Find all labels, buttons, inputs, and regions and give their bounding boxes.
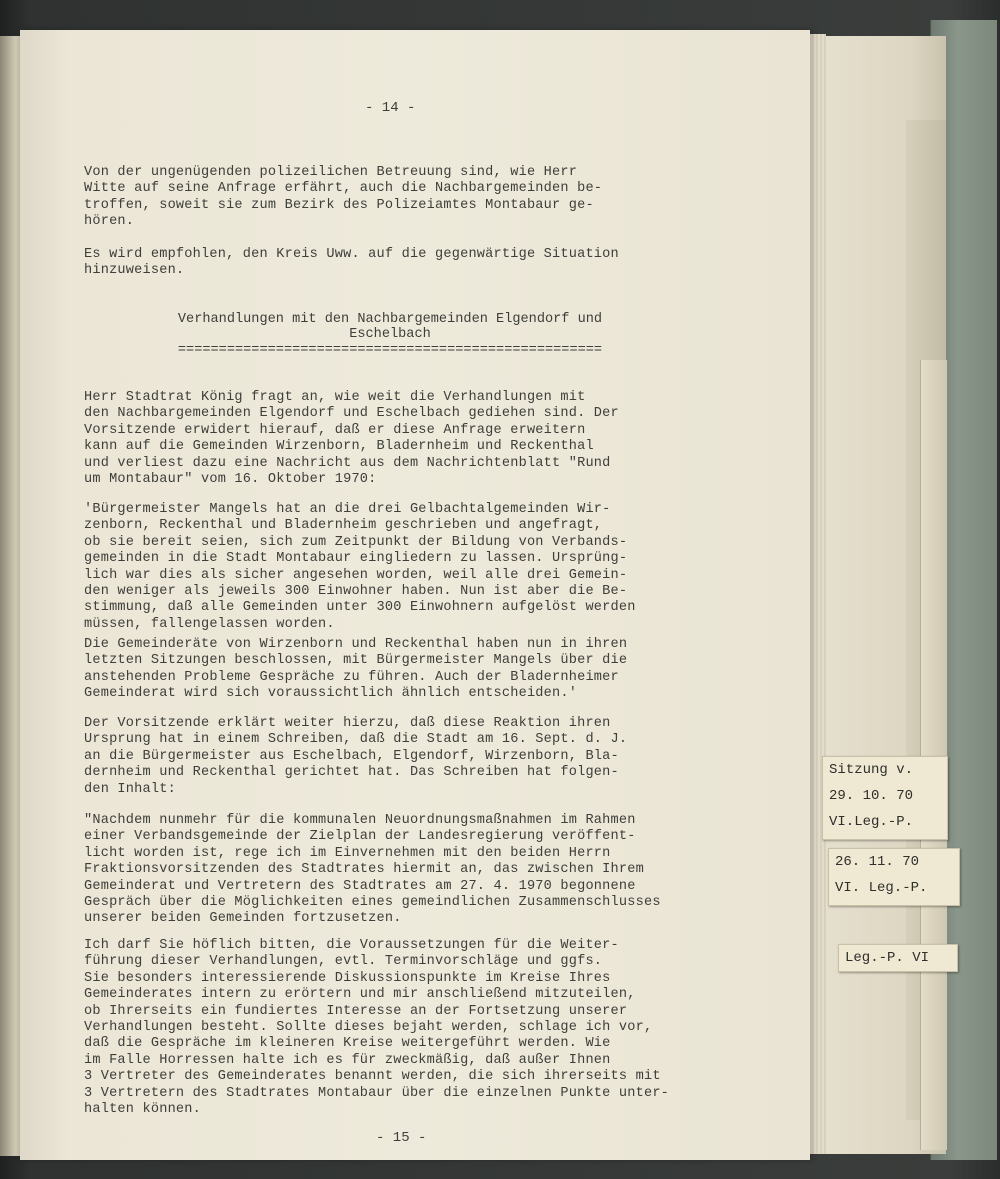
tab-1-line-2: 29. 10. 70 — [829, 788, 914, 804]
paragraph-letter-request: Ich darf Sie höflich bitten, die Voraussetzungen für die Weiter- führung dieser Verhandlungen, evtl. Terminvorschläge und ggfs. Sie besonders interessierende Diskussionspunkte im Kreise Ihres Gemeinderates intern zu erörtern und mir anschließend mitzuteilen, ob Ihrerseits ein fundiertes Interesse an der Fortsetzung unserer Verhandlungen besteht. Sollte dieses bejaht werden, schlage ich vor, daß die Gespräche im kleineren Kreise weitergeführt werden. Wie im Falle Horressen halte ich es für zweckmäßig, daß außer Ihnen 3 Vertreter des Gemeinderates benannt werden, die sich ihrerseits mit 3 Vertretern des Stadtrates Montabaur über die einzelnen Punkte unter- halten können. — [84, 938, 670, 1118]
tab-2-line-1: 26. 11. 70 — [835, 854, 920, 870]
page-number-top: - 14 - — [365, 100, 416, 116]
paragraph-police: Von der ungenügenden polizeilichen Betreuung sind, wie Herr Witte auf seine Anfrage erfährt, auch die Nachbargemeinden be- troffen, soweit sie zum Bezirk des Polizeiamtes Montabaur ge- hören. — [84, 165, 603, 230]
paragraph-koenig-question: Herr Stadtrat König fragt an, wie weit die Verhandlungen mit den Nachbargemeinden Elgendorf und Eschelbach gediehen sind. Der Vorsitzende erwidert hierauf, daß er diese Anfrage erweitern kann auf die Gemeinden Wirzenborn, Bladernheim und Reckenthal und verliest dazu eine Nachricht aus dem Nachrichtenblatt "Rund um Montabaur" vom 16. Oktober 1970: — [84, 390, 619, 488]
tab-1-line-1: Sitzung v. — [829, 762, 914, 778]
tab-3-line-1: Leg.-P. VI — [845, 950, 930, 966]
paragraph-quote-mangels: 'Bürgermeister Mangels hat an die drei Gelbachtalgemeinden Wir- zenborn, Reckenthal und Bladernheim geschrieben und angefragt, ob sie bereit seien, sich zum Zeitpunkt der Bildung von Verbands- gemeinden in die Stadt Montabaur eingliedern zu lassen. Ursprüng- lich war dies als sicher angesehen worden, weil alle drei Gemein- den weniger als jeweils 300 Einwohner haben. Nun ist aber die Be- stimmung, daß alle Gemeinden unter 300 Einwohnern aufgelöst werden müssen, fallengelassen worden. — [84, 502, 636, 632]
section-heading: Verhandlungen mit den Nachbargemeinden Elgendorf und Eschelbach — [177, 312, 603, 342]
index-tab-3 — [838, 944, 958, 972]
torn-page-edge — [920, 360, 947, 1150]
index-tab-1 — [822, 756, 948, 840]
heading-underline: ==================================================== — [177, 343, 603, 358]
page-number-bottom: - 15 - — [376, 1130, 427, 1146]
index-tab-2 — [828, 848, 960, 906]
paragraph-chairman-reply: Der Vorsitzende erklärt weiter hierzu, daß diese Reaktion ihren Ursprung hat in einem Schreiben, daß die Stadt am 16. Sept. d. J. an die Bürgermeister aus Eschelbach, Elgendorf, Wirzenborn, Bla- dernheim und Reckenthal gerichtet hat. Das Schreiben hat folgen- den Inhalt: — [84, 716, 628, 797]
paragraph-letter-intro: "Nachdem nunmehr für die kommunalen Neuordnungsmaßnahmen im Rahmen einer Verbandsgemeinde der Zielplan der Landesregierung veröffent- licht worden ist, rege ich im Einvernehmen mit den beiden Herrn Fraktionsvorsitzenden des Stadtrates hiermit an, das zwischen Ihrem Gemeinderat und Vertretern des Stadtrates am 27. 4. 1970 begonnene Gespräch über die Möglichkeiten eines gemeindlichen Zusammenschlusses unserer beiden Gemeinden fortzusetzen. — [84, 813, 661, 927]
tab-1-line-3: VI.Leg.-P. — [829, 814, 914, 830]
paragraph-quote-councils: Die Gemeinderäte von Wirzenborn und Reckenthal haben nun in ihren letzten Sitzungen beschlossen, mit Bürgermeister Mangels über die anstehenden Probleme Gespräche zu führen. Auch der Bladernheimer Gemeinderat wird sich voraussichtlich ähnlich entscheiden.' — [84, 637, 628, 702]
tab-2-line-2: VI. Leg.-P. — [835, 880, 928, 896]
paragraph-recommendation: Es wird empfohlen, den Kreis Uww. auf die gegenwärtige Situation hinzuweisen. — [84, 247, 619, 279]
